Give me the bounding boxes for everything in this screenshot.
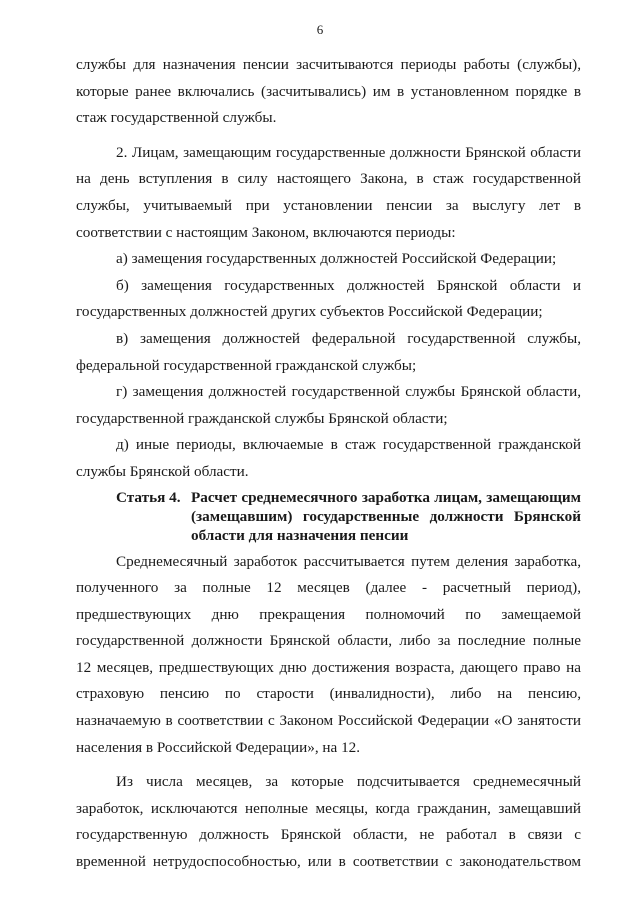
text-line: в) замещения должностей федеральной государственной службы, [116,329,581,347]
text-line: на день вступления в силу настоящего Закона, в стаж государственной [76,170,581,188]
text-line: Среднемесячный заработок рассчитывается путем деления заработка, [116,552,581,570]
list-item-d [76,432,581,485]
text-line: страховую пенсию по старости (инвалидности), либо на пенсию, [76,685,581,703]
text-line: а) замещения государственных должностей Российской Федерации; [116,250,557,268]
article-heading [76,488,581,545]
text-line: г) замещения должностей государственной службы Брянской области, [116,383,581,401]
text-line: стаж государственной службы. [76,109,277,127]
document-body [76,52,581,876]
text-line: 12 месяцев, предшествующих дню достижения возраста, дающего право на [76,658,581,676]
text-line: которые ранее включались (засчитывались) им в установленном порядке в [76,82,581,100]
text-line: государственных должностей других субъектов Российской Федерации; [76,303,543,321]
paragraph-1 [76,52,581,132]
text-line: службы, учитываемый при установлении пенсии за выслугу лет в [76,196,581,214]
page-number: 6 [316,22,324,37]
list-item-g [76,379,581,432]
text-line: населения в Российской Федерации», на 12. [76,738,361,756]
text-line: предшествующих дню прекращения полномочий по замещаемой [76,605,581,623]
text-line: временной нетрудоспособностью, или в соответствии с законодательством [76,853,581,871]
list-item-b [76,273,581,326]
list-item-v [76,326,581,379]
text-line: 2. Лицам, замещающим государственные должности Брянской области [116,143,581,161]
text-line: полученного за полные 12 месяцев (далее - расчетный период), [76,579,581,597]
text-line: Из числа месяцев, за которые подсчитывается среднемесячный [116,773,581,791]
text-line: государственной должности Брянской области, либо за последние полные [76,632,581,650]
article-title-line: (замещавшим) государственные должности Брянской [191,507,581,525]
text-line: соответствии с настоящим Законом, включаются периоды: [76,223,456,241]
article-label: Статья 4. [116,488,181,506]
paragraph-2 [76,140,581,246]
text-line: государственную должность Брянской области, не работал в связи с [76,826,581,844]
text-line: заработок, исключаются неполные месяцы, когда гражданин, замещавший [76,799,581,817]
text-line: назначаемую в соответствии с Законом Российской Федерации «О занятости [76,712,581,730]
list-item-a [76,246,581,273]
article-title [191,488,581,545]
text-line: федеральной государственной гражданской службы; [76,356,417,374]
text-line: государственной гражданской службы Брянской области; [76,409,448,427]
paragraph-3 [76,549,581,762]
paragraph-4 [76,769,581,875]
article-title-line: Расчет среднемесячного заработка лицам, замещающим [191,488,581,506]
text-line: д) иные периоды, включаемые в стаж государственной гражданской [116,436,581,454]
text-line: службы Брянской области. [76,462,249,480]
text-line: б) замещения государственных должностей Брянской области и [116,276,581,294]
article-title-line: области для назначения пенсии [191,526,409,544]
text-line: службы для назначения пенсии засчитываются периоды работы (службы), [76,56,581,73]
